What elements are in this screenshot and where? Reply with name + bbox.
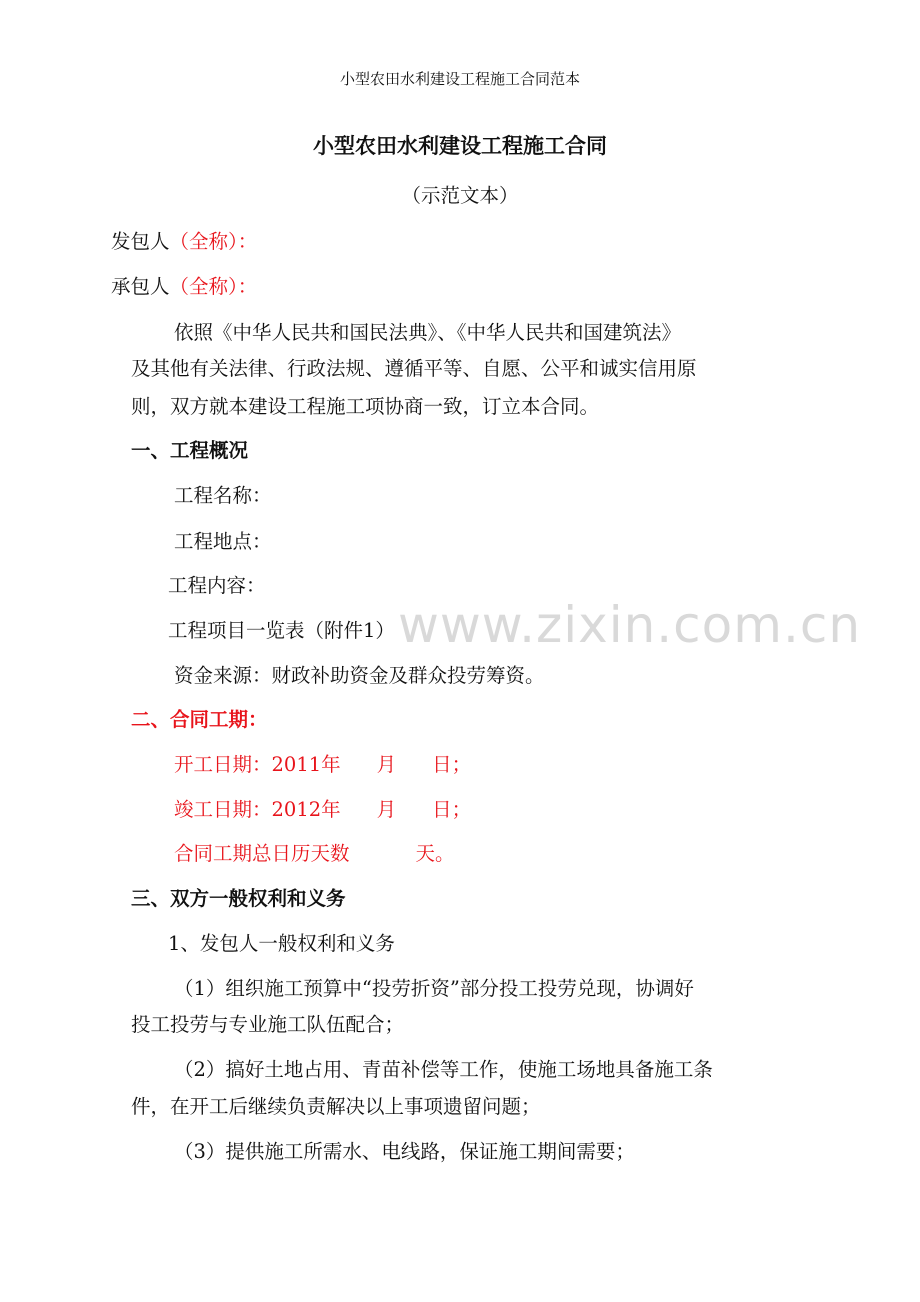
start-date-prefix: 开工日期：2011年: [174, 753, 341, 776]
document-subtitle: （示范文本）: [401, 184, 519, 207]
contractor-line: [111, 274, 257, 300]
project-list-line: 工程项目一览表（附件1）: [168, 619, 395, 642]
total-days-line: [174, 841, 455, 867]
funding-line: 资金来源：财政补助资金及群众投劳筹资。: [174, 664, 545, 687]
section3-heading: 三、双方一般权利和义务: [131, 887, 346, 910]
employer-label: 发包人: [111, 230, 170, 253]
preamble-line-2: 及其他有关法律、行政法规、遵循平等、自愿、公平和诚实信用原: [131, 357, 697, 380]
finish-date-prefix: 竣工日期：2012年: [174, 798, 341, 821]
finish-month: 月: [376, 798, 397, 821]
document-title: 小型农田水利建设工程施工合同: [313, 134, 607, 158]
item1-line-2: 投工投劳与专业施工队伍配合；: [131, 1013, 405, 1036]
section2-heading: 二、合同工期：: [131, 708, 268, 731]
contractor-note: （全称）：: [169, 275, 258, 298]
page-header: 小型农田水利建设工程施工合同范本: [339, 70, 580, 88]
total-days-suffix: 天。: [415, 842, 455, 865]
section3-sub1: 1、发包人一般权利和义务: [168, 932, 395, 955]
project-name-field: 工程名称：: [174, 484, 272, 507]
item1-line-1: （1）组织施工预算中“投劳折资”部分投工投劳兑现，协调好: [174, 977, 694, 1000]
start-date-line: [174, 752, 471, 778]
preamble-line-3: 则，双方就本建设工程施工项协商一致，订立本合同。: [131, 395, 600, 418]
total-days-prefix: 合同工期总日历天数: [174, 842, 350, 865]
watermark: www.zixin.com.cn: [398, 596, 862, 654]
project-content-field: 工程内容：: [168, 574, 266, 597]
finish-date-line: [174, 797, 471, 823]
preamble-line-1: 依照《中华人民共和国民法典》、《中华人民共和国建筑法》: [174, 321, 682, 344]
employer-line: [111, 229, 257, 255]
project-location-field: 工程地点：: [174, 530, 272, 553]
start-month: 月: [376, 753, 397, 776]
item2-line-2: 件，在开工后继续负责解决以上事项遗留问题；: [131, 1095, 541, 1118]
item3-line: （3）提供施工所需水、电线路，保证施工期间需要；: [174, 1140, 635, 1163]
start-day: 日；: [432, 753, 472, 776]
section1-heading: 一、工程概况: [131, 439, 249, 462]
contractor-label: 承包人: [111, 275, 170, 298]
finish-day: 日；: [432, 798, 472, 821]
item2-line-1: （2）搞好土地占用、青苗补偿等工作，使施工场地具备施工条: [174, 1058, 713, 1081]
employer-note: （全称）：: [169, 230, 258, 253]
